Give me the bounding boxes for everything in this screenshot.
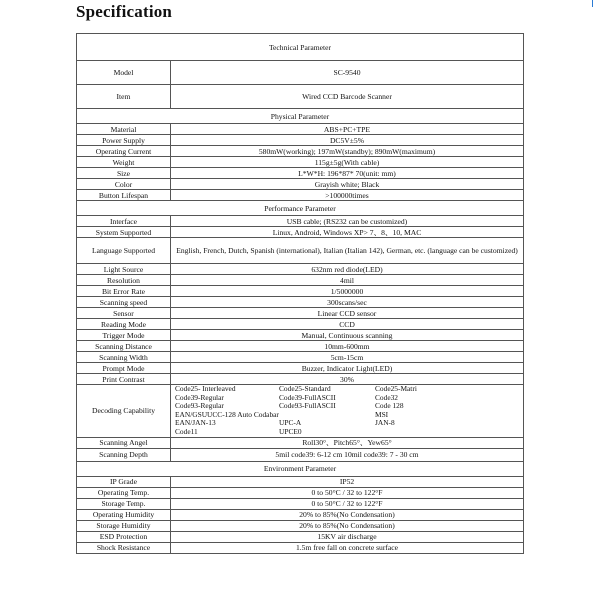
section-physical: Physical Parameter bbox=[77, 109, 524, 124]
spec-value: Grayish white; Black bbox=[171, 179, 524, 190]
spec-row bbox=[77, 275, 524, 286]
spec-label: Scanning Angel bbox=[77, 437, 171, 448]
spec-row bbox=[77, 374, 524, 385]
spec-value: 300scans/sec bbox=[171, 297, 524, 308]
spec-value: Linux, Android, Windows XP> 7、8、10, MAC bbox=[171, 227, 524, 238]
spec-row bbox=[77, 498, 524, 509]
spec-label: Light Source bbox=[77, 264, 171, 275]
spec-row bbox=[77, 542, 524, 553]
decoding-code: UPC-A bbox=[279, 418, 302, 428]
spec-label: Shock Resistance bbox=[77, 542, 171, 553]
spec-row bbox=[77, 487, 524, 498]
spec-label: Storage Humidity bbox=[77, 520, 171, 531]
spec-value: 20% to 85%(No Condensation) bbox=[171, 520, 524, 531]
spec-label: Trigger Mode bbox=[77, 330, 171, 341]
spec-value: 5cm-15cm bbox=[171, 352, 524, 363]
spec-row bbox=[77, 476, 524, 487]
spec-value: 1/5000000 bbox=[171, 286, 524, 297]
spec-row bbox=[77, 520, 524, 531]
spec-value: 10mm-600mm bbox=[171, 341, 524, 352]
spec-row bbox=[77, 297, 524, 308]
spec-row bbox=[77, 61, 524, 85]
decoding-code: Code11 bbox=[175, 426, 198, 436]
spec-value: 4mil bbox=[171, 275, 524, 286]
decoding-code: MSI bbox=[375, 409, 389, 419]
decoding-code bbox=[375, 428, 471, 437]
spec-value: Wired CCD Barcode Scanner bbox=[171, 85, 524, 109]
spec-label: Operating Humidity bbox=[77, 509, 171, 520]
spec-label: Power Supply bbox=[77, 135, 171, 146]
spec-value: L*W*H: 196*87* 70(unit: mm) bbox=[171, 168, 524, 179]
spec-label: Bit Error Rate bbox=[77, 286, 171, 297]
spec-label: Color bbox=[77, 179, 171, 190]
spec-row bbox=[77, 216, 524, 227]
spec-label: Language Supported bbox=[77, 238, 171, 264]
spec-label: Item bbox=[77, 85, 171, 109]
spec-label: Decoding Capability bbox=[77, 385, 171, 438]
spec-value: 580mW(working); 197mW(standby); 890mW(maximum) bbox=[171, 146, 524, 157]
spec-row bbox=[77, 308, 524, 319]
spec-row bbox=[77, 146, 524, 157]
decoding-code: UPCE0 bbox=[279, 426, 302, 436]
spec-row bbox=[77, 531, 524, 542]
spec-value: 1.5m free fall on concrete surface bbox=[171, 542, 524, 553]
spec-label: Operating Current bbox=[77, 146, 171, 157]
spec-row bbox=[77, 190, 524, 201]
spec-label: Reading Mode bbox=[77, 319, 171, 330]
spec-label: Scanning Distance bbox=[77, 341, 171, 352]
spec-label: Scanning speed bbox=[77, 297, 171, 308]
decoding-codes bbox=[172, 385, 522, 437]
spec-row bbox=[77, 319, 524, 330]
page-title: Specification bbox=[76, 2, 173, 21]
spec-value: 20% to 85%(No Condensation) bbox=[171, 509, 524, 520]
spec-row bbox=[77, 448, 524, 461]
decoding-code: Code32 bbox=[375, 392, 398, 402]
spec-value: Linear CCD sensor bbox=[171, 308, 524, 319]
spec-value: 0 to 50°C / 32 to 122°F bbox=[171, 487, 524, 498]
spec-row bbox=[77, 509, 524, 520]
decoding-code: Code25-Standard bbox=[279, 384, 331, 393]
decoding-code: EAN/JAN-13 bbox=[175, 418, 216, 428]
spec-label: ESD Protection bbox=[77, 531, 171, 542]
spec-value: 632nm red diode(LED) bbox=[171, 264, 524, 275]
section-environment: Environment Parameter bbox=[77, 461, 524, 476]
spec-row bbox=[77, 238, 524, 264]
spec-label: Print Contrast bbox=[77, 374, 171, 385]
spec-label: Operating Temp. bbox=[77, 487, 171, 498]
decoding-codes-cell bbox=[171, 385, 524, 438]
spec-value: 115g±5g(With cable) bbox=[171, 157, 524, 168]
spec-value: Buzzer, Indicator Light(LED) bbox=[171, 363, 524, 374]
spec-value: 15KV air discharge bbox=[171, 531, 524, 542]
spec-row bbox=[77, 363, 524, 374]
spec-label: Size bbox=[77, 168, 171, 179]
spec-value: DC5V±5% bbox=[171, 135, 524, 146]
spec-row bbox=[77, 352, 524, 363]
decoding-code: JAN-8 bbox=[375, 418, 395, 428]
spec-row bbox=[77, 330, 524, 341]
spec-row bbox=[77, 168, 524, 179]
spec-label: Interface bbox=[77, 216, 171, 227]
spec-value: IP52 bbox=[171, 476, 524, 487]
spec-row bbox=[77, 85, 524, 109]
spec-value: ABS+PC+TPE bbox=[171, 124, 524, 135]
spec-value: Roll30°、Pitch65°、Yew65° bbox=[171, 437, 524, 448]
spec-label: Resolution bbox=[77, 275, 171, 286]
spec-value: SC-9540 bbox=[171, 61, 524, 85]
spec-label: Scanning Depth bbox=[77, 448, 171, 461]
spec-label: IP Grade bbox=[77, 476, 171, 487]
spec-row bbox=[77, 264, 524, 275]
scrollbar-edge bbox=[592, 0, 593, 7]
decoding-code: Code39-FullASCII bbox=[279, 392, 336, 402]
spec-label: Model bbox=[77, 61, 171, 85]
spec-row bbox=[77, 341, 524, 352]
spec-value: USB cable; (RS232 can be customized) bbox=[171, 216, 524, 227]
spec-value: Manual, Continuous scanning bbox=[171, 330, 524, 341]
section-performance: Performance Parameter bbox=[77, 201, 524, 216]
spec-label: Material bbox=[77, 124, 171, 135]
spec-label: Sensor bbox=[77, 308, 171, 319]
spec-row bbox=[77, 157, 524, 168]
spec-label: Scanning Width bbox=[77, 352, 171, 363]
spec-row bbox=[77, 179, 524, 190]
spec-row bbox=[77, 227, 524, 238]
spec-value: English, French, Dutch, Spanish (international), Italian (Italian 142), German, etc. (language can be customized) bbox=[171, 238, 524, 264]
spec-row bbox=[77, 437, 524, 448]
spec-value: 0 to 50°C / 32 to 122°F bbox=[171, 498, 524, 509]
decoding-code: Code93-FullASCII bbox=[279, 401, 336, 411]
spec-label: Weight bbox=[77, 157, 171, 168]
section-technical: Technical Parameter bbox=[77, 34, 524, 61]
spec-label: Button Lifespan bbox=[77, 190, 171, 201]
specification-table bbox=[76, 33, 524, 554]
spec-label: Storage Temp. bbox=[77, 498, 171, 509]
spec-label: System Supported bbox=[77, 227, 171, 238]
decoding-code: Code25- Interleaved bbox=[175, 384, 236, 393]
spec-row bbox=[77, 286, 524, 297]
decoding-code: EAN/GSUUCC-128 Auto Codabar bbox=[175, 409, 279, 419]
spec-row-decoding bbox=[77, 385, 524, 438]
decoding-code: Code 128 bbox=[375, 401, 404, 411]
decoding-code: Code93-Regular bbox=[175, 401, 224, 411]
decoding-code: Code25-Matri bbox=[375, 384, 417, 393]
spec-value: >100000times bbox=[171, 190, 524, 201]
spec-value: 5mil code39: 6-12 cm 10mil code39: 7 - 30 cm bbox=[171, 448, 524, 461]
spec-row bbox=[77, 135, 524, 146]
spec-value: CCD bbox=[171, 319, 524, 330]
spec-row bbox=[77, 124, 524, 135]
decoding-code: Code39-Regular bbox=[175, 392, 224, 402]
spec-value: 30% bbox=[171, 374, 524, 385]
spec-label: Prompt Mode bbox=[77, 363, 171, 374]
